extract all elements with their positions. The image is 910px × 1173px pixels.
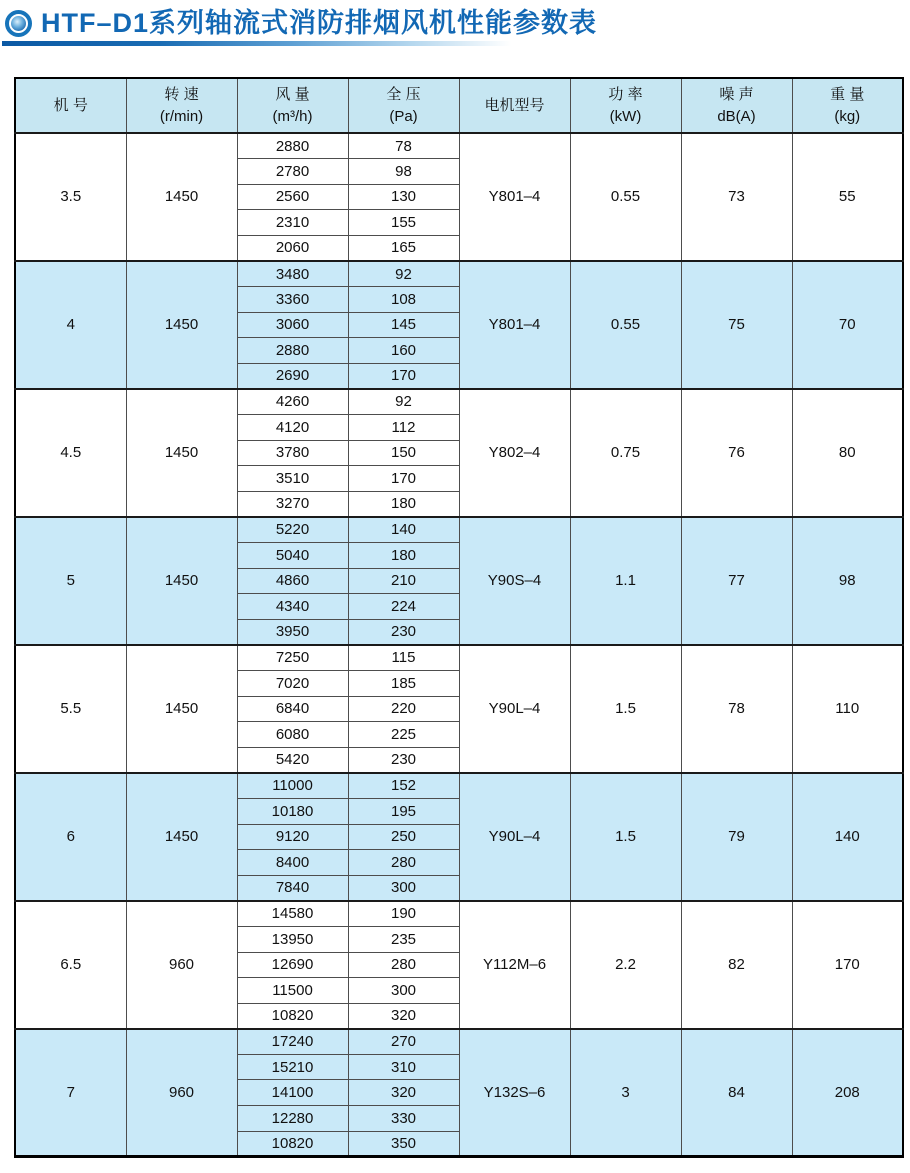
cell-pressure: 320 (348, 1080, 459, 1106)
cell-model-no: 5.5 (15, 645, 126, 773)
cell-pressure: 270 (348, 1029, 459, 1055)
cell-pressure: 350 (348, 1131, 459, 1157)
cell-pressure: 180 (348, 543, 459, 569)
cell-noise: 73 (681, 133, 792, 261)
cell-noise: 75 (681, 261, 792, 389)
cell-airflow: 9120 (237, 824, 348, 850)
cell-airflow: 7250 (237, 645, 348, 671)
cell-airflow: 10820 (237, 1131, 348, 1157)
cell-airflow: 3060 (237, 312, 348, 338)
cell-pressure: 250 (348, 824, 459, 850)
cell-model-no: 7 (15, 1029, 126, 1157)
cell-pressure: 92 (348, 389, 459, 415)
cell-power: 3 (570, 1029, 681, 1157)
cell-airflow: 15210 (237, 1054, 348, 1080)
cell-motor-model: Y112M–6 (459, 901, 570, 1029)
cell-airflow: 10820 (237, 1003, 348, 1029)
performance-table (14, 77, 904, 1158)
cell-pressure: 300 (348, 978, 459, 1004)
cell-airflow: 7020 (237, 670, 348, 696)
cell-pressure: 115 (348, 645, 459, 671)
cell-power: 1.5 (570, 645, 681, 773)
table-row (15, 1029, 903, 1055)
cell-airflow: 6080 (237, 722, 348, 748)
cell-pressure: 160 (348, 338, 459, 364)
table-row (15, 389, 903, 415)
cell-airflow: 12690 (237, 952, 348, 978)
cell-weight: 110 (792, 645, 903, 773)
cell-power: 0.55 (570, 133, 681, 261)
cell-weight: 98 (792, 517, 903, 645)
cell-model-no: 4 (15, 261, 126, 389)
cell-airflow: 12280 (237, 1106, 348, 1132)
cell-noise: 76 (681, 389, 792, 517)
cell-airflow: 14580 (237, 901, 348, 927)
title-bullet-icon-core (11, 16, 26, 31)
cell-noise: 82 (681, 901, 792, 1029)
column-header-2: 风 量 (m³/h) (237, 78, 348, 133)
page-title-row (0, 0, 910, 38)
cell-airflow: 11500 (237, 978, 348, 1004)
cell-airflow: 5220 (237, 517, 348, 543)
cell-pressure: 108 (348, 287, 459, 313)
cell-model-no: 6 (15, 773, 126, 901)
cell-airflow: 2780 (237, 159, 348, 185)
cell-weight: 55 (792, 133, 903, 261)
cell-airflow: 11000 (237, 773, 348, 799)
cell-model-no: 4.5 (15, 389, 126, 517)
cell-airflow: 5420 (237, 747, 348, 773)
cell-model-no: 6.5 (15, 901, 126, 1029)
cell-pressure: 78 (348, 133, 459, 159)
cell-pressure: 320 (348, 1003, 459, 1029)
cell-weight: 80 (792, 389, 903, 517)
cell-pressure: 155 (348, 210, 459, 236)
cell-airflow: 2880 (237, 133, 348, 159)
cell-pressure: 300 (348, 875, 459, 901)
header-row (15, 78, 903, 133)
cell-motor-model: Y90L–4 (459, 773, 570, 901)
cell-pressure: 195 (348, 798, 459, 824)
cell-motor-model: Y90L–4 (459, 645, 570, 773)
table-row (15, 901, 903, 927)
column-header-5: 功 率 (kW) (570, 78, 681, 133)
cell-motor-model: Y801–4 (459, 133, 570, 261)
cell-pressure: 190 (348, 901, 459, 927)
cell-airflow: 3480 (237, 261, 348, 287)
cell-airflow: 2690 (237, 363, 348, 389)
cell-weight: 208 (792, 1029, 903, 1157)
column-header-3: 全 压 (Pa) (348, 78, 459, 133)
cell-pressure: 330 (348, 1106, 459, 1132)
cell-weight: 170 (792, 901, 903, 1029)
cell-speed: 960 (126, 1029, 237, 1157)
cell-pressure: 130 (348, 184, 459, 210)
cell-motor-model: Y802–4 (459, 389, 570, 517)
cell-airflow: 3510 (237, 466, 348, 492)
cell-speed: 1450 (126, 261, 237, 389)
cell-pressure: 165 (348, 235, 459, 261)
cell-airflow: 13950 (237, 926, 348, 952)
title-underline (2, 41, 527, 46)
cell-pressure: 170 (348, 363, 459, 389)
cell-pressure: 98 (348, 159, 459, 185)
cell-airflow: 17240 (237, 1029, 348, 1055)
cell-pressure: 185 (348, 670, 459, 696)
cell-noise: 79 (681, 773, 792, 901)
column-header-1: 转 速 (r/min) (126, 78, 237, 133)
cell-motor-model: Y132S–6 (459, 1029, 570, 1157)
cell-power: 1.1 (570, 517, 681, 645)
cell-power: 1.5 (570, 773, 681, 901)
cell-pressure: 280 (348, 850, 459, 876)
cell-airflow: 3360 (237, 287, 348, 313)
cell-motor-model: Y90S–4 (459, 517, 570, 645)
cell-model-no: 3.5 (15, 133, 126, 261)
cell-pressure: 235 (348, 926, 459, 952)
cell-power: 0.55 (570, 261, 681, 389)
title-bullet-icon (5, 10, 32, 37)
cell-speed: 1450 (126, 389, 237, 517)
cell-pressure: 150 (348, 440, 459, 466)
column-header-0: 机 号 (15, 78, 126, 133)
cell-airflow: 3270 (237, 491, 348, 517)
cell-airflow: 6840 (237, 696, 348, 722)
cell-speed: 1450 (126, 645, 237, 773)
table-row (15, 133, 903, 159)
cell-noise: 78 (681, 645, 792, 773)
cell-airflow: 7840 (237, 875, 348, 901)
cell-airflow: 2310 (237, 210, 348, 236)
cell-pressure: 112 (348, 415, 459, 441)
column-header-6: 噪 声 dB(A) (681, 78, 792, 133)
cell-airflow: 10180 (237, 798, 348, 824)
table-row (15, 773, 903, 799)
cell-pressure: 230 (348, 747, 459, 773)
cell-speed: 960 (126, 901, 237, 1029)
cell-airflow: 2880 (237, 338, 348, 364)
cell-pressure: 230 (348, 619, 459, 645)
cell-motor-model: Y801–4 (459, 261, 570, 389)
cell-power: 2.2 (570, 901, 681, 1029)
cell-power: 0.75 (570, 389, 681, 517)
table-row (15, 517, 903, 543)
table-row (15, 645, 903, 671)
cell-pressure: 280 (348, 952, 459, 978)
page-title: HTF–D1系列轴流式消防排烟风机性能参数表 (41, 8, 598, 38)
cell-pressure: 210 (348, 568, 459, 594)
column-header-7: 重 量 (kg) (792, 78, 903, 133)
cell-pressure: 224 (348, 594, 459, 620)
cell-pressure: 180 (348, 491, 459, 517)
cell-weight: 140 (792, 773, 903, 901)
cell-speed: 1450 (126, 133, 237, 261)
cell-pressure: 225 (348, 722, 459, 748)
cell-weight: 70 (792, 261, 903, 389)
cell-speed: 1450 (126, 517, 237, 645)
cell-airflow: 4340 (237, 594, 348, 620)
cell-speed: 1450 (126, 773, 237, 901)
cell-pressure: 140 (348, 517, 459, 543)
cell-pressure: 92 (348, 261, 459, 287)
cell-airflow: 2560 (237, 184, 348, 210)
cell-airflow: 4120 (237, 415, 348, 441)
column-header-4: 电机型号 (459, 78, 570, 133)
cell-airflow: 8400 (237, 850, 348, 876)
cell-noise: 84 (681, 1029, 792, 1157)
cell-pressure: 152 (348, 773, 459, 799)
cell-noise: 77 (681, 517, 792, 645)
table-row (15, 261, 903, 287)
cell-airflow: 3780 (237, 440, 348, 466)
cell-airflow: 5040 (237, 543, 348, 569)
cell-airflow: 4860 (237, 568, 348, 594)
cell-airflow: 2060 (237, 235, 348, 261)
cell-airflow: 3950 (237, 619, 348, 645)
cell-pressure: 220 (348, 696, 459, 722)
cell-pressure: 145 (348, 312, 459, 338)
cell-model-no: 5 (15, 517, 126, 645)
cell-airflow: 14100 (237, 1080, 348, 1106)
cell-pressure: 310 (348, 1054, 459, 1080)
cell-pressure: 170 (348, 466, 459, 492)
cell-airflow: 4260 (237, 389, 348, 415)
